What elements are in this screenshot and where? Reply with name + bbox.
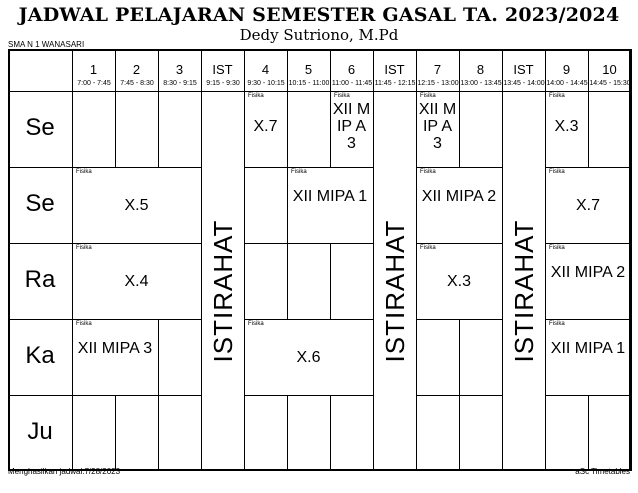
column-divider: [201, 243, 202, 319]
lesson-class[interactable]: XII MIPA 1: [550, 340, 626, 357]
row-divider: [8, 319, 72, 320]
teacher-name: Dedy Sutriono, M.Pd: [239, 26, 399, 44]
lesson-class[interactable]: XII MIPA 2: [421, 188, 497, 205]
column-divider: [545, 91, 546, 167]
column-divider: [416, 395, 417, 471]
row-divider: [115, 319, 158, 320]
row-divider: [588, 243, 631, 244]
row-divider: [330, 167, 373, 168]
lesson-subject[interactable]: Fisika: [76, 245, 92, 251]
row-divider: [158, 395, 201, 396]
day-label: Ka: [25, 342, 55, 369]
column-divider: [201, 91, 202, 167]
generated-date: Menghasilkan jadwal:7/28/2023: [8, 467, 121, 476]
lesson-subject[interactable]: Fisika: [549, 169, 565, 175]
column-divider: [201, 395, 202, 471]
column-divider: [72, 167, 73, 243]
column-divider: [416, 243, 417, 319]
column-divider: [416, 167, 417, 243]
lesson-class[interactable]: XII MIPA 1: [292, 188, 368, 205]
column-divider: [631, 167, 632, 243]
lesson-subject[interactable]: Fisika: [549, 321, 565, 327]
row-divider: [115, 167, 158, 168]
column-divider: [201, 167, 202, 243]
column-divider: [373, 243, 374, 319]
column-divider: [588, 91, 589, 167]
break-label: ISTIRAHAT: [379, 219, 410, 363]
column-divider: [502, 395, 503, 471]
row-divider: [72, 395, 115, 396]
lesson-subject[interactable]: Fisika: [248, 93, 264, 99]
row-divider: [244, 319, 287, 320]
column-divider: [588, 395, 589, 471]
row-divider: [158, 243, 201, 244]
row-divider: [588, 167, 631, 168]
day-label: Se: [25, 190, 55, 217]
lesson-class[interactable]: XII MIP A 3: [418, 100, 457, 152]
row-divider: [459, 319, 502, 320]
column-divider: [330, 395, 331, 471]
row-divider: [115, 243, 158, 244]
period-number: 1: [89, 62, 98, 77]
lesson-class[interactable]: X.3: [554, 117, 579, 135]
lesson-subject[interactable]: Fisika: [248, 321, 264, 327]
grid-border-top: [8, 49, 631, 51]
period-number: 2: [132, 62, 141, 77]
column-divider: [330, 243, 331, 319]
row-divider: [459, 243, 502, 244]
row-divider: [330, 243, 373, 244]
day-label: Se: [25, 114, 55, 141]
column-divider: [631, 49, 632, 91]
column-divider: [373, 167, 374, 243]
column-divider: [631, 319, 632, 395]
period-time: 8:30 - 9:15: [163, 80, 197, 87]
column-divider: [502, 91, 503, 167]
row-divider: [72, 319, 115, 320]
row-divider: [588, 319, 631, 320]
row-divider: [545, 319, 588, 320]
period-time: 11:45 - 12:15: [374, 80, 416, 87]
period-number: IST: [384, 62, 405, 77]
lesson-class[interactable]: XII MIPA 3: [77, 340, 153, 357]
break-label: ISTIRAHAT: [508, 219, 539, 363]
row-divider: [158, 319, 201, 320]
column-divider: [416, 91, 417, 167]
app-credit: aSc Timetables: [575, 467, 630, 476]
column-divider: [545, 319, 546, 395]
column-divider: [459, 395, 460, 471]
period-number: 5: [304, 62, 313, 77]
column-divider: [373, 91, 374, 167]
day-label: Ra: [24, 266, 56, 293]
break-label: ISTIRAHAT: [207, 219, 238, 363]
period-time: 14:45 - 15:30: [589, 80, 631, 87]
lesson-subject[interactable]: Fisika: [420, 245, 436, 251]
column-divider: [373, 395, 374, 471]
period-number: 7: [433, 62, 442, 77]
column-divider: [244, 395, 245, 471]
column-divider: [373, 319, 374, 395]
column-divider: [72, 395, 73, 471]
row-divider: [416, 395, 459, 396]
column-divider: [158, 91, 159, 167]
row-divider: [545, 395, 588, 396]
column-divider: [459, 91, 460, 167]
column-divider: [545, 243, 546, 319]
column-divider: [201, 319, 202, 395]
period-number: 9: [562, 62, 571, 77]
column-divider: [244, 167, 245, 243]
period-time: 13:00 - 13:45: [460, 80, 502, 87]
column-divider: [545, 167, 546, 243]
grid-border-left: [8, 49, 10, 471]
row-divider: [545, 167, 588, 168]
lesson-subject[interactable]: Fisika: [420, 169, 436, 175]
period-time: 14:00 - 14:45: [546, 80, 588, 87]
column-divider: [244, 91, 245, 167]
row-divider: [588, 395, 631, 396]
row-divider: [158, 167, 201, 168]
column-divider: [502, 167, 503, 243]
column-divider: [287, 243, 288, 319]
period-time: 10:15 - 11:00: [288, 80, 330, 87]
column-divider: [287, 167, 288, 243]
column-divider: [631, 243, 632, 319]
lesson-class[interactable]: X.7: [575, 196, 600, 214]
lesson-subject[interactable]: Fisika: [76, 321, 92, 327]
row-divider: [72, 243, 115, 244]
column-divider: [72, 243, 73, 319]
period-time: 7:00 - 7:45: [77, 80, 111, 87]
column-divider: [416, 319, 417, 395]
row-divider: [330, 319, 373, 320]
column-divider: [158, 395, 159, 471]
lesson-subject[interactable]: Fisika: [291, 169, 307, 175]
day-label: Ju: [27, 418, 53, 445]
column-divider: [502, 243, 503, 319]
column-divider: [115, 395, 116, 471]
row-divider: [244, 167, 287, 168]
row-divider: [287, 319, 330, 320]
period-number: 6: [347, 62, 356, 77]
period-number: 8: [476, 62, 485, 77]
lesson-class[interactable]: X.6: [296, 348, 321, 366]
period-time: 7:45 - 8:30: [120, 80, 154, 87]
lesson-class[interactable]: X.4: [124, 272, 149, 290]
column-divider: [115, 91, 116, 167]
row-divider: [8, 243, 72, 244]
header-divider: [8, 91, 631, 92]
lesson-subject[interactable]: Fisika: [420, 93, 436, 99]
column-divider: [502, 319, 503, 395]
column-divider: [287, 91, 288, 167]
period-time: 9:15 - 9:30: [206, 80, 240, 87]
column-divider: [631, 91, 632, 167]
period-time: 11:00 - 11:45: [331, 80, 373, 87]
lesson-subject[interactable]: Fisika: [549, 93, 565, 99]
lesson-class[interactable]: XII MIPA 2: [550, 264, 626, 281]
column-divider: [244, 243, 245, 319]
row-divider: [459, 167, 502, 168]
page-title: JADWAL PELAJARAN SEMESTER GASAL TA. 2023/2024: [18, 4, 620, 26]
lesson-class[interactable]: X.7: [253, 117, 278, 135]
period-number: IST: [212, 62, 233, 77]
row-divider: [244, 395, 287, 396]
period-time: 12:15 - 13:00: [417, 80, 459, 87]
row-divider: [416, 167, 459, 168]
row-divider: [115, 395, 158, 396]
timetable-grid: [8, 49, 631, 471]
row-divider: [8, 167, 72, 168]
column-divider: [72, 319, 73, 395]
lesson-class[interactable]: XII MIP A 3: [332, 100, 371, 152]
row-divider: [287, 395, 330, 396]
column-divider: [330, 91, 331, 167]
period-time: 9:30 - 10:15: [247, 80, 285, 87]
column-divider: [287, 395, 288, 471]
column-divider: [545, 395, 546, 471]
lesson-class[interactable]: X.5: [124, 196, 149, 214]
row-divider: [459, 395, 502, 396]
lesson-subject[interactable]: Fisika: [549, 245, 565, 251]
row-divider: [244, 243, 287, 244]
lesson-subject[interactable]: Fisika: [76, 169, 92, 175]
lesson-subject[interactable]: Fisika: [334, 93, 350, 99]
column-divider: [72, 91, 73, 167]
row-divider: [8, 395, 72, 396]
row-divider: [416, 243, 459, 244]
period-number: IST: [513, 62, 534, 77]
column-divider: [158, 319, 159, 395]
period-number: 10: [602, 62, 617, 77]
row-divider: [72, 167, 115, 168]
school-name: SMA N 1 WANASARI: [8, 40, 85, 49]
column-divider: [459, 319, 460, 395]
lesson-class[interactable]: X.3: [446, 272, 471, 290]
column-divider: [244, 319, 245, 395]
row-divider: [416, 319, 459, 320]
column-divider: [631, 395, 632, 471]
row-divider: [545, 243, 588, 244]
period-number: 3: [175, 62, 184, 77]
row-divider: [287, 167, 330, 168]
period-time: 13:45 - 14:00: [503, 80, 545, 87]
row-divider: [287, 243, 330, 244]
period-number: 4: [261, 62, 270, 77]
row-divider: [330, 395, 373, 396]
